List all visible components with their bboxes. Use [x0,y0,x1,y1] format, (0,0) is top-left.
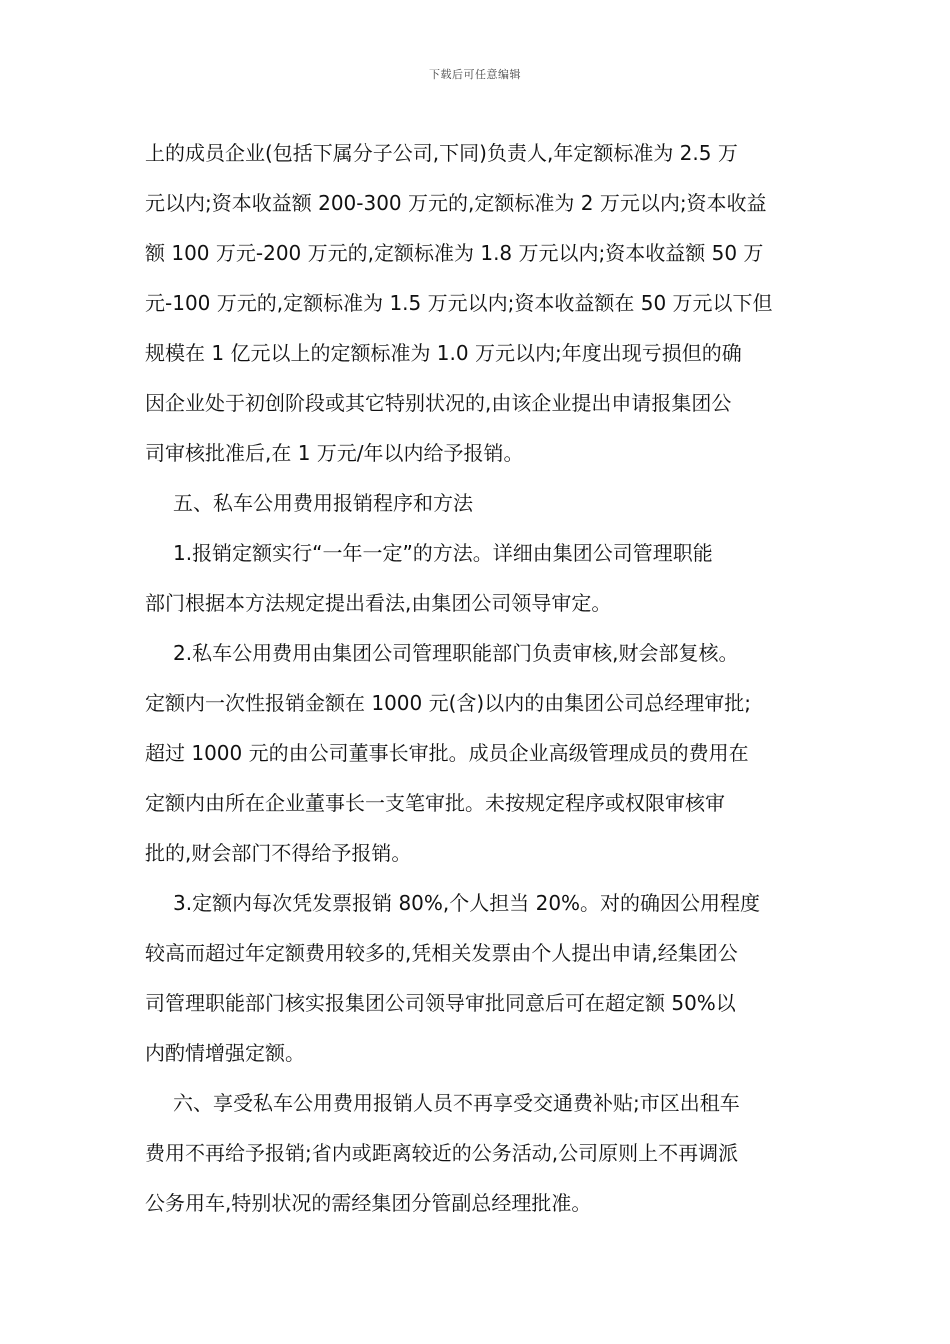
paragraph-line: 2.私车公用费用由集团公司管理职能部门负责审核,财会部复核。 [173,641,739,665]
paragraph-line: 部门根据本方法规定提出看法,由集团公司领导审定。 [145,591,612,615]
section-heading: 六、享受私车公用费用报销人员不再享受交通费补贴;市区出租车 [173,1091,740,1115]
paragraph-line: 规模在 1 亿元以上的定额标准为 1.0 万元以内;年度出现亏损但的确 [145,341,742,365]
paragraph-line: 较高而超过年定额费用较多的,凭相关发票由个人提出申请,经集团公 [145,941,738,965]
page-header: 下载后可任意编辑 [429,68,521,81]
paragraph-line: 3.定额内每次凭发票报销 80%,个人担当 20%。对的确因公用程度 [173,891,761,915]
paragraph-line: 上的成员企业(包括下属分子公司,下同)负责人,年定额标准为 2.5 万 [145,141,738,165]
document-body [145,128,810,1228]
paragraph-line: 司审核批准后,在 1 万元/年以内给予报销。 [145,441,524,465]
paragraph-line: 内酌情增强定额。 [145,1041,305,1065]
paragraph-line: 1.报销定额实行“一年一定”的方法。详细由集团公司管理职能 [173,541,713,565]
paragraph-line: 司管理职能部门核实报集团公司领导审批同意后可在超定额 50%以 [145,991,736,1015]
paragraph-line: 定额内一次性报销金额在 1000 元(含)以内的由集团公司总经理审批; [145,691,751,715]
paragraph-line: 批的,财会部门不得给予报销。 [145,841,412,865]
paragraph-line: 元-100 万元的,定额标准为 1.5 万元以内;资本收益额在 50 万元以下但 [145,291,773,315]
paragraph-line: 额 100 万元-200 万元的,定额标准为 1.8 万元以内;资本收益额 50 万 [145,241,764,265]
paragraph-line: 公务用车,特别状况的需经集团分管副总经理批准。 [145,1191,592,1215]
paragraph-line: 因企业处于初创阶段或其它特别状况的,由该企业提出申请报集团公 [145,391,732,415]
paragraph-line: 超过 1000 元的由公司董事长审批。成员企业高级管理成员的费用在 [145,741,749,765]
paragraph-line: 费用不再给予报销;省内或距离较近的公务活动,公司原则上不再调派 [145,1141,739,1165]
paragraph-line: 定额内由所在企业董事长一支笔审批。未按规定程序或权限审核审 [145,791,725,815]
section-heading: 五、私车公用费用报销程序和方法 [173,491,473,515]
paragraph-line: 元以内;资本收益额 200-300 万元的,定额标准为 2 万元以内;资本收益 [145,191,767,215]
